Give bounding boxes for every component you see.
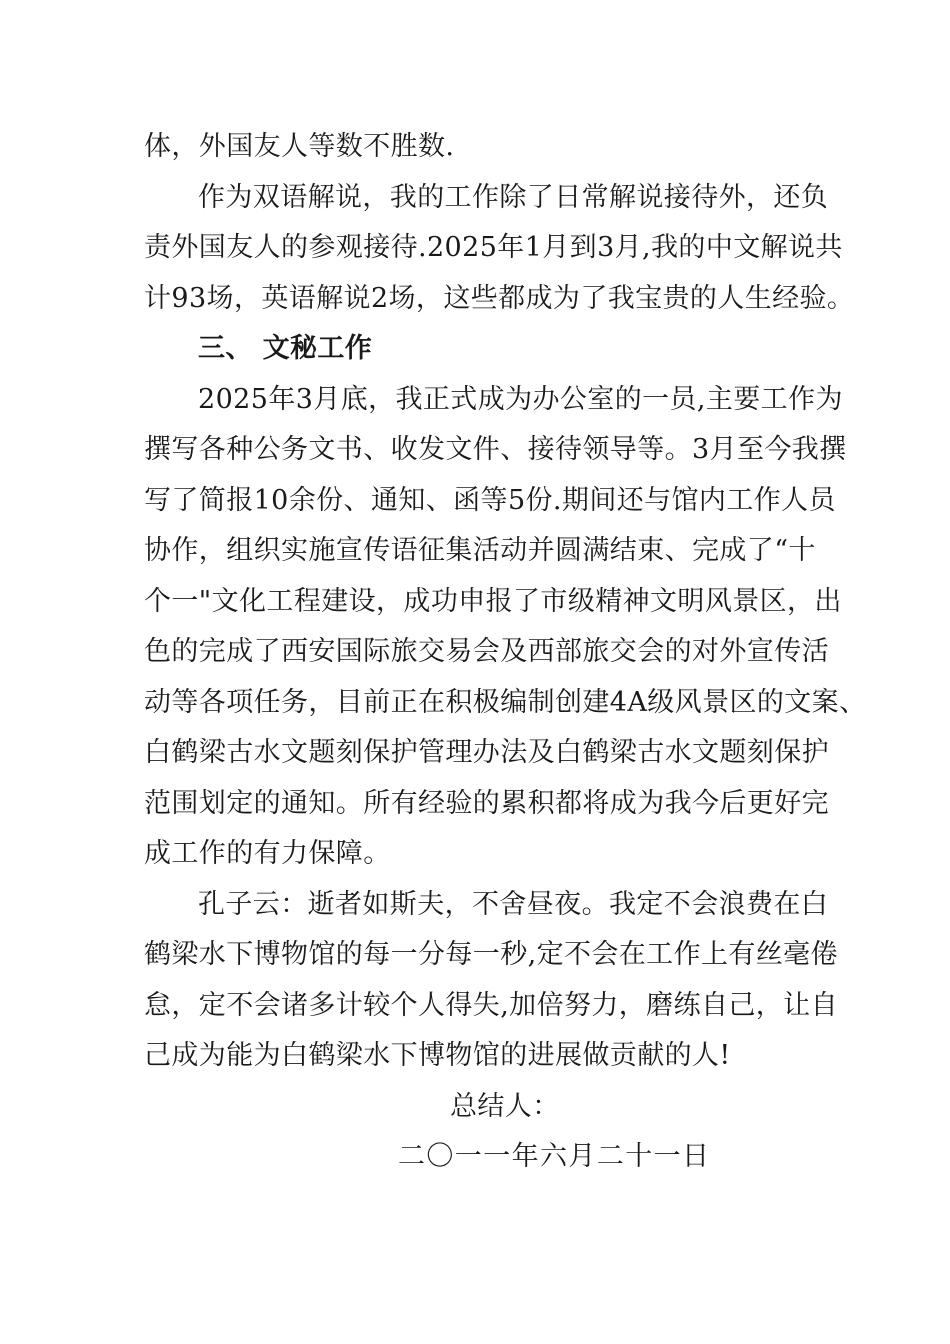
paragraph-line: 2025年3月底，我正式成为办公室的一员,主要工作为 [198,383,843,415]
paragraph-line: 写了简报10余份、通知、函等5份.期间还与馆内工作人员 [144,484,836,516]
paragraph-line: 动等各项任务，目前正在积极编制创建4A级风景区的文案、 [144,686,867,718]
paragraph-line: 己成为能为白鹤梁水下博物馆的进展做贡献的人! [144,1040,731,1071]
paragraph-line: 个一"文化工程建设，成功申报了市级精神文明风景区，出 [144,585,842,617]
paragraph-line: 成工作的有力保障。 [144,838,391,869]
paragraph-line: 鹤梁水下博物馆的每一分每一秒,定不会在工作上有丝毫倦 [144,939,838,970]
paragraph-line: 协作，组织实施宣传语征集活动并圆满结束、完成了“十 [144,535,816,566]
signature-label: 总结人： [450,1090,560,1122]
paragraph-line: 体，外国友人等数不胜数. [144,131,455,162]
paragraph-line: 范围划定的通知。所有经验的累积都将成为我今后更好完 [144,787,829,819]
paragraph-line: 撰写各种公务文书、收发文件、接待领导等。3月至今我撰 [144,434,847,465]
paragraph-line: 计93场，英语解说2场，这些都成为了我宝贵的人生经验。 [144,282,855,314]
signature-date: 二〇一一年六月二十一日 [398,1141,711,1172]
paragraph-line: 怠，定不会诸多计较个人得失,加倍努力，磨练自己，让自 [144,989,838,1021]
paragraph-line: 作为双语解说，我的工作除了日常解说接待外，还负 [198,181,829,213]
paragraph-line: 色的完成了西安国际旅交易会及西部旅交会的对外宣传活 [144,636,829,667]
section-heading: 三、 文秘工作 [198,333,373,364]
paragraph-line: 白鹤梁古水文题刻保护管理办法及白鹤梁古水文题刻保护 [144,737,829,768]
document-page [144,122,867,1183]
paragraph-line: 责外国友人的参观接待.2025年1月到3月,我的中文解说共 [144,232,843,263]
paragraph-line: 孔子云：逝者如斯夫，不舍昼夜。我定不会浪费在白 [198,888,829,920]
